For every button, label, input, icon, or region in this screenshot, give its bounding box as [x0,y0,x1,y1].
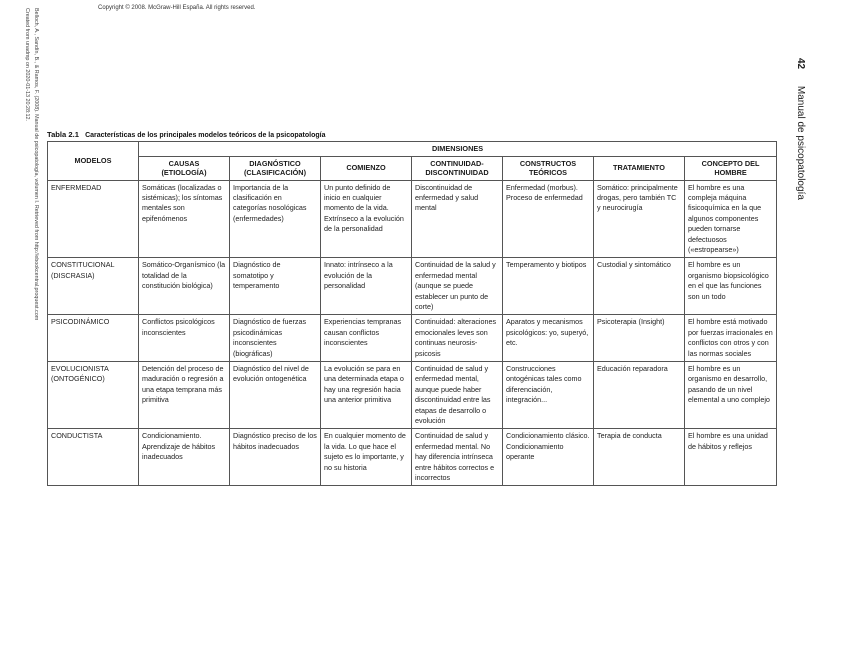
dimension-cell: Detención del proceso de maduración o regresión a una etapa temprana más primitiva [139,362,230,429]
header-column [230,156,321,180]
dimension-cell: Diagnóstico del nivel de evolución ontogenética [230,362,321,429]
dimension-cell: Discontinuidad de enfermedad y salud mental [412,180,503,258]
dimension-cell: Experiencias tempranas causan conflictos inconscientes [321,315,412,362]
table-caption: Características de los principales modelos teóricos de la psicopatología [85,132,326,139]
dimension-cell: Terapia de conducta [594,429,685,486]
source-citation [22,8,40,320]
header-column-line: HOMBRE [714,168,747,177]
header-column [412,156,503,180]
dimension-cell: El hombre está motivado por fuerzas irracionales en conflictos con otros y con las normas sociales [685,315,777,362]
model-name-cell: PSICODINÁMICO [48,315,139,362]
header-column [139,156,230,180]
table-row [48,362,777,429]
dimension-cell: Diagnóstico de fuerzas psicodinámicas inconscientes (biográficas) [230,315,321,362]
dimension-cell: Somático: principalmente drogas, pero también TC y neurocirugía [594,180,685,258]
header-column-line: DISCONTINUIDAD [425,168,489,177]
running-title: Manual de psicopatología [795,85,806,200]
header-column-line: CONCEPTO DEL [701,158,760,168]
dimension-cell: Innato: intrínseco a la evolución de la personalidad [321,258,412,315]
dimension-cell: Educación reparadora [594,362,685,429]
dimension-cell: Condicionamiento clásico. Condicionamiento operante [503,429,594,486]
dimension-cell: Somático-Organísmico (la totalidad de la constitución biológica) [139,258,230,315]
header-column-line: COMIENZO [346,163,386,173]
dimension-cell: Aparatos y mecanismos psicológicos: yo, superyó, etc. [503,315,594,362]
dimension-cell: Somáticas (localizadas o sistémicas); los síntomas mentales son epifenómenos [139,180,230,258]
dimension-cell: Un punto definido de inicio en cualquier momento de la vida. Extrínseco a la evolución de la personalidad [321,180,412,258]
citation-line: Belloch, A., Sandín, B., & Ramos, F. (2008). Manual de psicopatología, volumen I. Retrieved from http://ebookcentral.proquest.com [33,8,39,321]
header-dimensiones: DIMENSIONES [139,142,777,157]
dimension-cell: Diagnóstico preciso de los hábitos inadecuados [230,429,321,486]
dimension-cell: El hombre es una compleja máquina fisicoquímica en la que algunos componentes pueden tornarse defectuosos («estropearse») [685,180,777,258]
header-column-line: TRATAMIENTO [613,163,665,173]
dimension-cell: Continuidad: alteraciones emocionales leves son continuas neurosis-psicosis [412,315,503,362]
header-column-line: (CLASIFICACIÓN) [243,168,307,177]
models-table [47,141,777,486]
header-column [594,156,685,180]
dimension-cell: En cualquier momento de la vida. Lo que hace el sujeto es lo importante, y no su historia [321,429,412,486]
header-column-line: DIAGNÓSTICO [249,158,301,168]
header-column-line: CAUSAS [168,158,200,168]
dimension-cell: El hombre es un organismo en desarrollo, pasando de un nivel elemental a uno complejo [685,362,777,429]
dimension-cell: Continuidad de salud y enfermedad mental, aunque puede haber discontinuidad entre las etapas de desarrollo o evolución [412,362,503,429]
table-row [48,258,777,315]
dimension-cell: Continuidad de la salud y enfermedad mental (aunque se puede establecer un punto de corte) [412,258,503,315]
dimension-cell: Condicionamiento. Aprendizaje de hábitos inadecuados [139,429,230,486]
dimension-cell: La evolución se para en una determinada etapa o hay una regresión hacia una anterior primitiva [321,362,412,429]
page-number: 42 [795,58,806,70]
header-column-line: (ETIOLOGÍA) [161,168,207,177]
dimension-cell: Importancia de la clasificación en categorías nosológicas (enfermedades) [230,180,321,258]
dimension-cell: Continuidad de salud y enfermedad mental. No hay diferencia intrínseca entre hábitos correctos e incorrectos [412,429,503,486]
model-name-cell: EVOLUCIONISTA (ONTOGÉNICO) [48,362,139,429]
copyright-notice: Copyright © 2008. McGraw-Hill España. All rights reserved. [98,5,256,11]
header-column-line: TEÓRICOS [528,168,568,177]
table-title [47,130,325,139]
dimension-cell: El hombre es un organismo biopsicológico en el que las funciones son un todo [685,258,777,315]
model-name-cell: CONSTITUCIONAL (DISCRASIA) [48,258,139,315]
dimension-cell: Temperamento y biotipos [503,258,594,315]
dimension-cell: Enfermedad (morbus). Proceso de enfermedad [503,180,594,258]
model-name-cell: ENFERMEDAD [48,180,139,258]
model-name-cell: CONDUCTISTA [48,429,139,486]
header-modelos: MODELOS [48,142,139,181]
table-row [48,315,777,362]
header-column-line: CONTINUIDAD- [430,158,484,168]
header-column [321,156,412,180]
dimension-cell: Construcciones ontogénicas tales como diferenciación, integración... [503,362,594,429]
running-header [795,58,806,200]
dimension-cell: Custodial y sintomático [594,258,685,315]
header-column [685,156,777,180]
table-row [48,180,777,258]
header-column [503,156,594,180]
dimension-cell: El hombre es una unidad de hábitos y reflejos [685,429,777,486]
dimension-cell: Conflictos psicológicos inconscientes [139,315,230,362]
dimension-cell: Psicoterapia (Insight) [594,315,685,362]
dimension-cell: Diagnóstico de somatotipo y temperamento [230,258,321,315]
table-number: Tabla 2.1 [47,130,79,139]
header-column-line: CONSTRUCTOS [519,158,577,168]
created-line: Created from unadmp on 2020-01-13 20:28:12. [24,8,30,121]
table-row [48,429,777,486]
